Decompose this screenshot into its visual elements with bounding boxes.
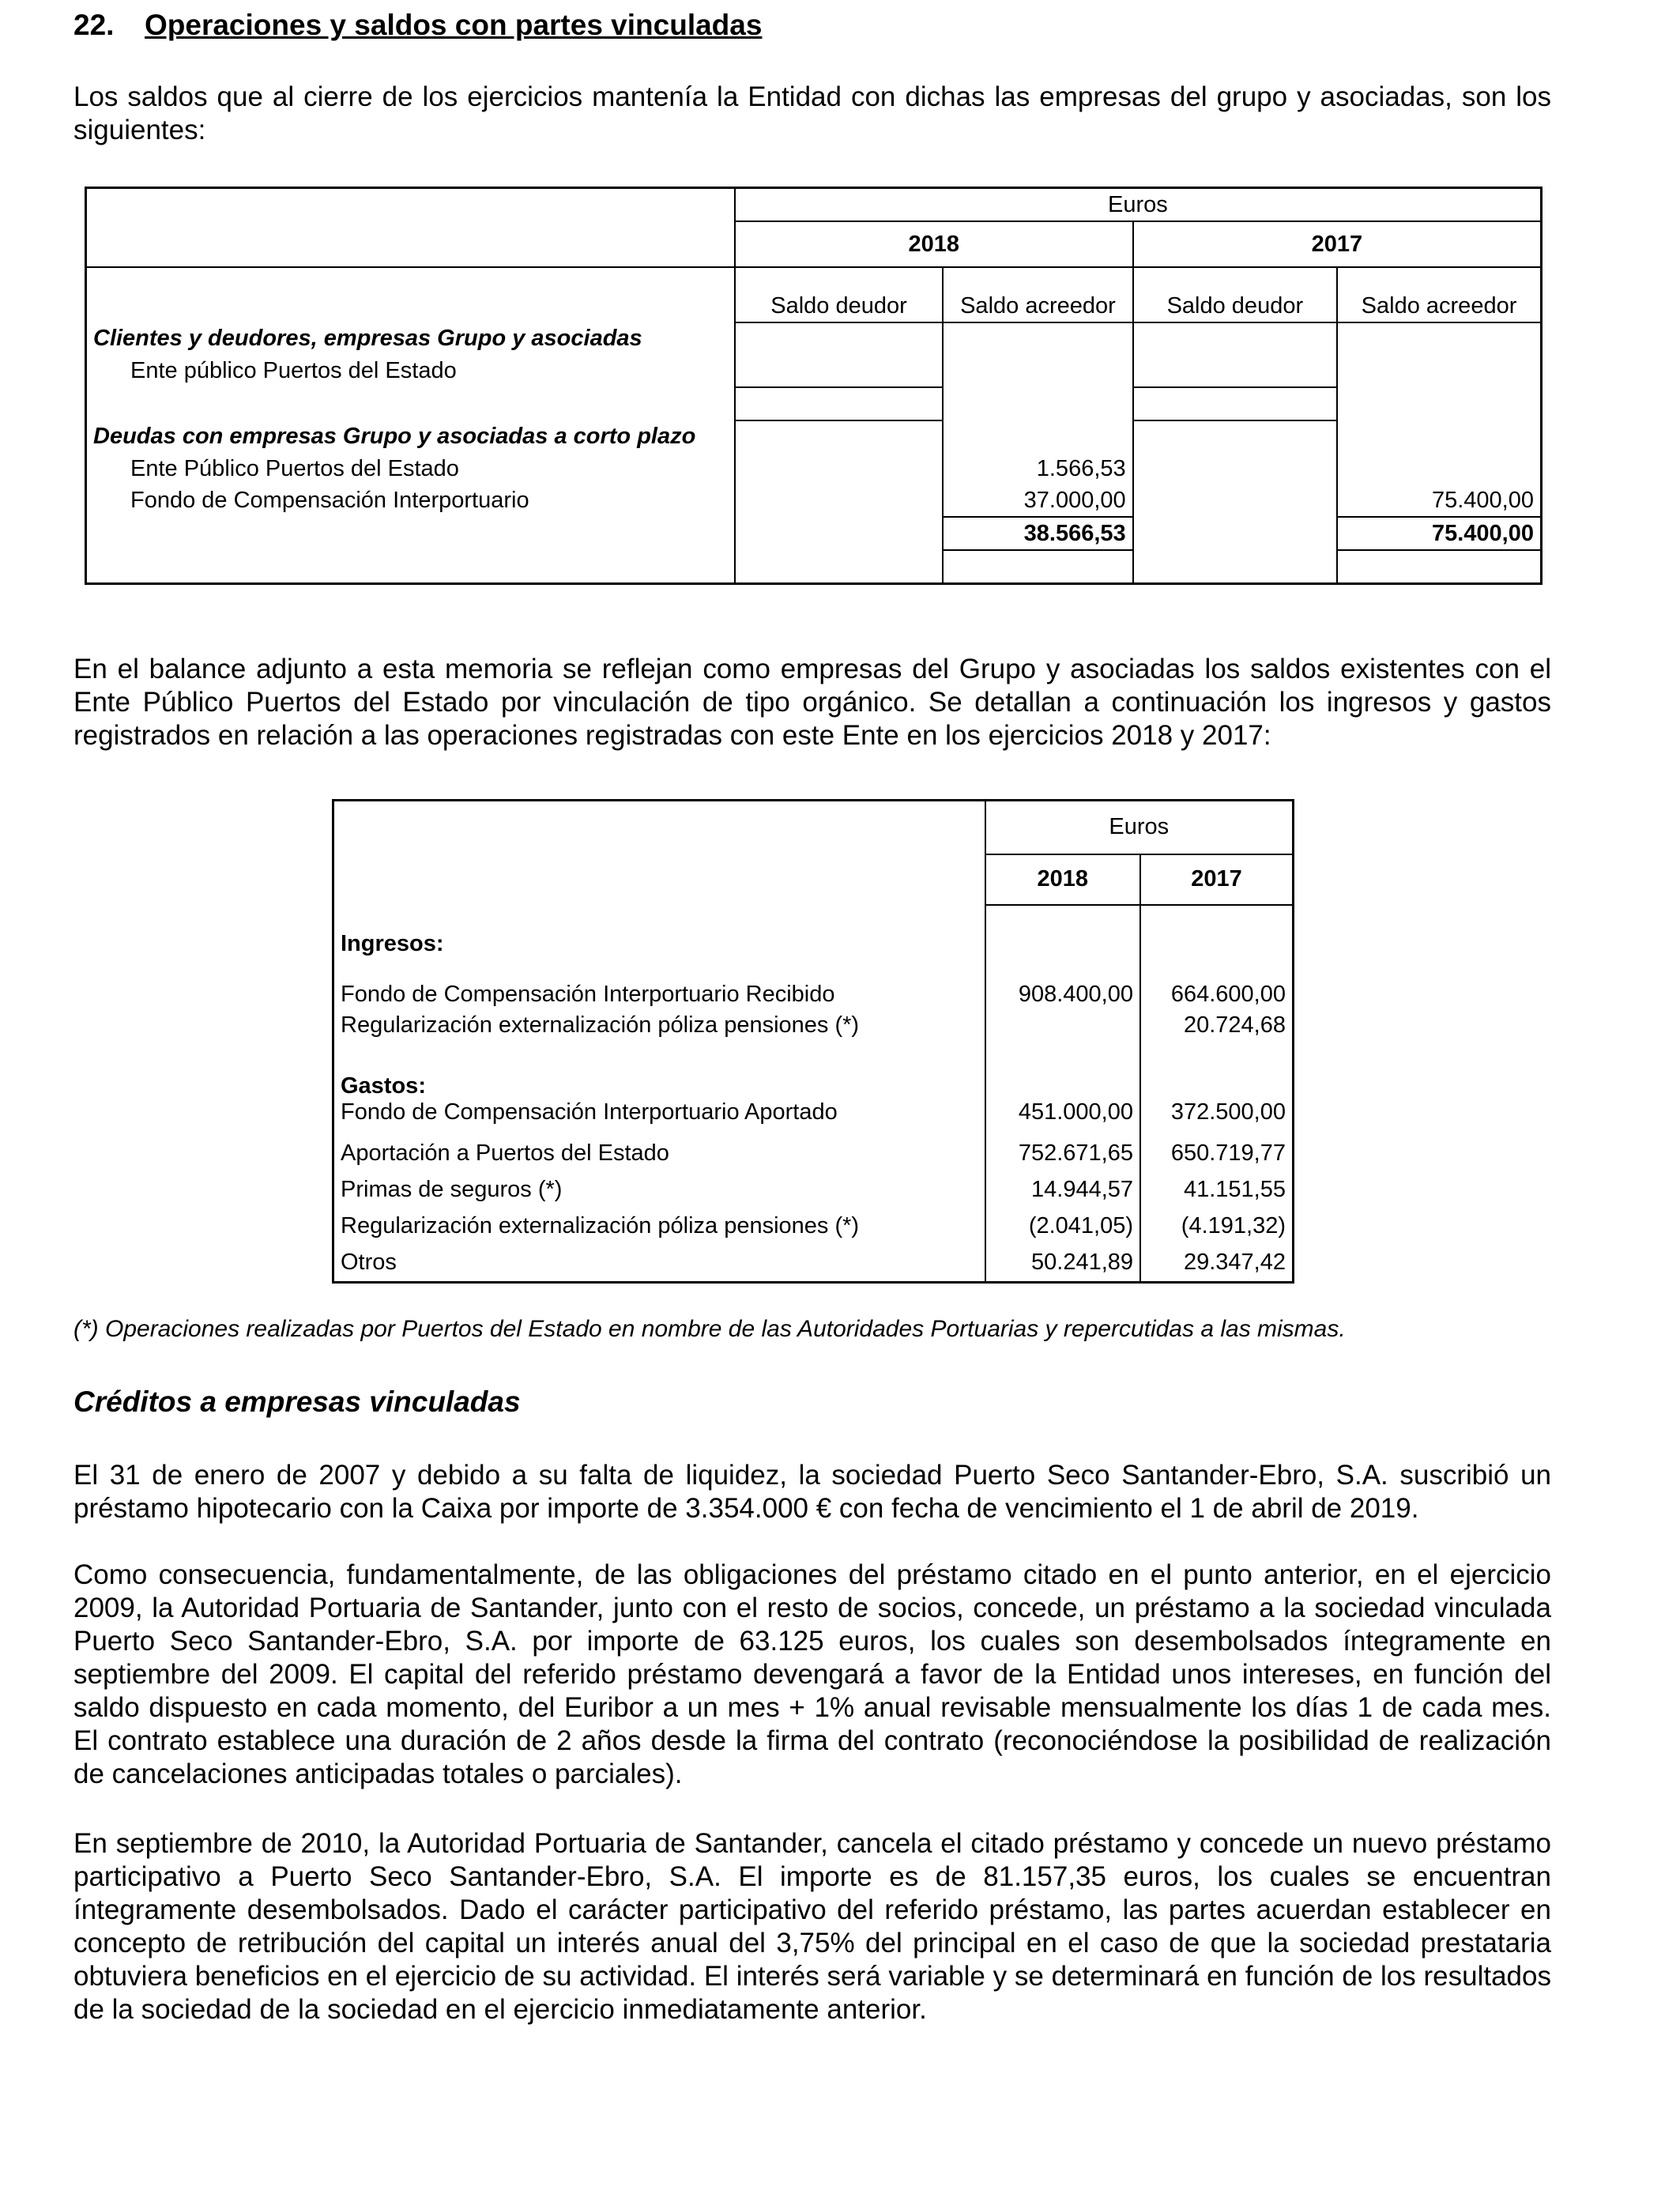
year-header-2018: 2018 <box>735 221 1133 267</box>
value-cell: 372.500,00 <box>1170 1099 1286 1125</box>
column-header: Saldo deudor <box>1133 267 1337 322</box>
paragraph: En septiembre de 2010, la Autoridad Portuaria de Santander, cancela el citado préstamo y concede un nuevo préstamo participativo a Puerto Seco Santander-Ebro, S.A. El importe es de 81.157,35 euros, los cuales se encuentran íntegramente desembolsados. Dado el carácter participativo del referido préstamo, las partes acuerdan establecer en concepto de retribución del capital un interés anual del 3,75% del principal en el caso de que la sociedad prestataria obtuviera beneficios en el ejercicio de su actividad. El interés será variable y se determinará en función de los resultados de la sociedad de la sociedad en el ejercicio inmediatamente anterior. <box>73 1828 1551 2025</box>
value-cell: 650.719,77 <box>1170 1140 1286 1166</box>
total-cell: 75.400,00 <box>1337 517 1541 550</box>
balances-table <box>85 187 1543 585</box>
intro-paragraph: Los saldos que al cierre de los ejercicios mantenía la Entidad con dichas las empresas del grupo y asociadas, son los siguientes: <box>73 81 1551 145</box>
year-header-2017: 2017 <box>1133 221 1542 267</box>
currency-header: Euros <box>985 801 1294 854</box>
value-cell: 41.151,55 <box>1183 1177 1286 1202</box>
column-header: Saldo deudor <box>735 267 943 322</box>
row-label: Ente Público Puertos del Estado <box>86 453 735 484</box>
paragraph: El 31 de enero de 2007 y debido a su falta de liquidez, la sociedad Puerto Seco Santander-Ebro, S.A. suscribió un préstamo hipotecario con la Caixa por importe de 3.354.000 € con fecha de vencimiento el 1 de abril de 2019. <box>73 1460 1551 1524</box>
group-label: Deudas con empresas Grupo y asociadas a corto plazo <box>86 420 735 453</box>
value-cell <box>1337 453 1541 484</box>
row-label: Fondo de Compensación Interportuario Aportado <box>333 1099 985 1136</box>
row-label: Regularización externalización póliza pensiones (*) <box>333 1008 985 1044</box>
value-cell: (4.191,32) <box>1181 1213 1286 1238</box>
value-cell: 908.400,00 <box>985 957 1140 1008</box>
year-header-2018: 2018 <box>985 854 1140 905</box>
section-label: Ingresos: <box>333 905 985 957</box>
value-cell: 50.241,89 <box>985 1245 1140 1283</box>
income-expense-table <box>332 799 1294 1284</box>
value-cell: 75.400,00 <box>1337 484 1541 517</box>
paragraph: Como consecuencia, fundamentalmente, de las obligaciones del préstamo citado en el punto anterior, en el ejercicio 2009, la Autoridad Portuaria de Santander, junto con el resto de socios, concede, un préstamo a la sociedad vinculada Puerto Seco Santander-Ebro, S.A. por importe de 63.125 euros, los cuales son desembolsados íntegramente en septiembre del 2009. El capital del referido préstamo devengará a favor de la Entidad unos intereses, en función del saldo dispuesto en cada momento, del Euribor a un mes + 1% anual revisable mensualmente los días 1 de cada mes. El contrato establece una duración de 2 años desde la firma del contrato (reconociéndose la posibilidad de realización de cancelaciones anticipadas totales o parciales). <box>73 1559 1551 1789</box>
group-label: Clientes y deudores, empresas Grupo y asociadas <box>86 322 735 355</box>
section-label: Gastos: <box>333 1044 985 1099</box>
section-title: Operaciones y saldos con partes vinculadas <box>145 9 763 41</box>
value-cell: 14.944,57 <box>985 1172 1140 1208</box>
row-label: Regularización externalización póliza pensiones (*) <box>333 1208 985 1245</box>
section-heading <box>73 8 762 43</box>
row-label: Fondo de Compensación Interportuario Recibido <box>333 957 985 1008</box>
total-cell: 38.566,53 <box>943 517 1132 550</box>
year-header-2017: 2017 <box>1140 854 1293 905</box>
middle-paragraph: En el balance adjunto a esta memoria se reflejan como empresas del Grupo y asociadas los saldos existentes con el Ente Público Puertos del Estado por vinculación de tipo orgánico. Se detallan a continuación los ingresos y gastos registrados en relación a las operaciones registradas con este Ente en los ejercicios 2018 y 2017: <box>73 654 1551 751</box>
value-cell: 752.671,65 <box>985 1136 1140 1172</box>
row-label: Fondo de Compensación Interportuario <box>86 484 735 517</box>
row-label: Ente público Puertos del Estado <box>86 355 735 387</box>
value-cell: (2.041,05) <box>985 1208 1140 1245</box>
footnote: (*) Operaciones realizadas por Puertos del Estado en nombre de las Autoridades Portuarias y repercutidas a las mismas. <box>73 1316 1346 1342</box>
value-cell: 664.600,00 <box>1170 981 1286 1007</box>
column-header: Saldo acreedor <box>1361 292 1517 319</box>
column-header: Saldo acreedor <box>943 267 1132 322</box>
row-label: Otros <box>333 1245 985 1283</box>
value-cell <box>985 1008 1140 1044</box>
row-label: Aportación a Puertos del Estado <box>333 1136 985 1172</box>
currency-header: Euros <box>735 188 1542 222</box>
value-cell: 37.000,00 <box>943 484 1132 517</box>
row-label: Primas de seguros (*) <box>333 1172 985 1208</box>
value-cell: 29.347,42 <box>1183 1250 1286 1275</box>
subheading: Créditos a empresas vinculadas <box>73 1385 521 1418</box>
value-cell: 20.724,68 <box>1183 1012 1286 1038</box>
section-number: 22. <box>73 9 115 41</box>
value-cell: 451.000,00 <box>985 1099 1140 1136</box>
value-cell: 1.566,53 <box>943 453 1132 484</box>
